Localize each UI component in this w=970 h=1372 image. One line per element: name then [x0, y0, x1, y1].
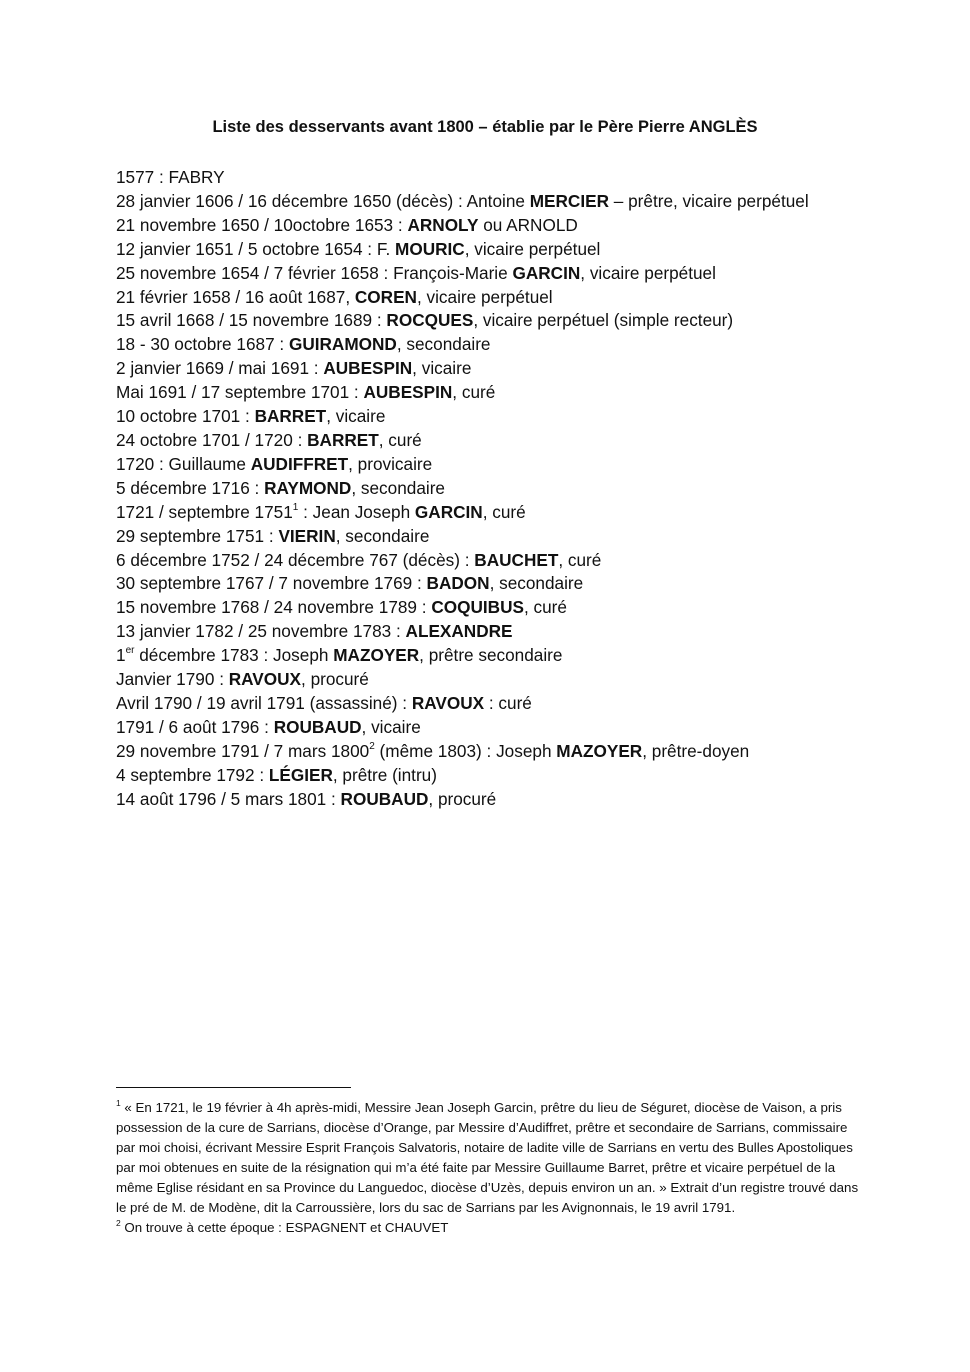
- list-item: 29 novembre 1791 / 7 mars 1800$^2$ (même 1803) : Joseph MAZOYER, prêtre-doyen: [116, 740, 750, 761]
- list-item: 6 décembre 1752 / 24 décembre 767 (décès) : BAUCHET, curé: [116, 549, 602, 570]
- list-item: 1er décembre 1783 : Joseph MAZOYER, prêtre secondaire: [116, 645, 563, 666]
- document-title: Liste des desservants avant 1800 – établie par le Père Pierre ANGLÈS: [212, 118, 758, 136]
- list-item: 5 décembre 1716 : RAYMOND, secondaire: [116, 477, 445, 498]
- list-item: 28 janvier 1606 / 16 décembre 1650 (décès) : Antoine MERCIER – prêtre, vicaire perpétuel: [116, 190, 809, 211]
- list-item: 4 septembre 1792 : LÉGIER, prêtre (intru): [116, 764, 437, 785]
- desservants-list: [116, 166, 916, 811]
- list-item: Avril 1790 / 19 avril 1791 (assassiné) : RAVOUX : curé: [116, 692, 532, 713]
- footnote-separator: [116, 1087, 351, 1088]
- list-item: 15 novembre 1768 / 24 novembre 1789 : COQUIBUS, curé: [116, 597, 567, 618]
- list-item: 14 août 1796 / 5 mars 1801 : ROUBAUD, procuré: [116, 788, 497, 809]
- list-item: 21 février 1658 / 16 août 1687, COREN, vicaire perpétuel: [116, 286, 553, 307]
- footnote-marker: 1: [116, 1097, 121, 1108]
- footnote-ref[interactable]: 2: [369, 741, 375, 753]
- footnote-1: $^1$ « En 1721, le 19 février à 4h après-midi, Messire Jean Joseph Garcin, prêtre du lieu de Séguret, diocèse de Vaison, a pris possession de la cure de Sarrians, diocèse d’Orange, par Messire d’Audiffret, prêtre et secondaire de Sarrians, commissaire par moi choisi, écrivant Messire Esprit François Salvatoris, notaire de ladite ville de Sarrians en vertu des Bulles Apostoliques par moi obtenues en suite de la résignation qui m’a été faite par Messire Guillaume Barret, prêtre et vicaire perpétuel de la même Eglise résidant en sa Province du Languedoc, diocèse d’Uzès, depuis environ un an. » Extrait d’un registre trouvé dans le pré de M. de Modène, dit la Carroussière, lors du sac de Sarrians par les Avignonnais, le 19 avril 1791.: [116, 1097, 859, 1215]
- list-item: 2 janvier 1669 / mai 1691 : AUBESPIN, vicaire: [116, 358, 472, 379]
- list-item: Mai 1691 / 17 septembre 1701 : AUBESPIN, curé: [116, 382, 496, 403]
- footnotes: [116, 1098, 861, 1238]
- footnote-ref[interactable]: 1: [292, 501, 299, 513]
- list-item: 1791 / 6 août 1796 : ROUBAUD, vicaire: [116, 716, 421, 737]
- list-item: Janvier 1790 : RAVOUX, procuré: [116, 669, 369, 690]
- list-item: 1720 : Guillaume AUDIFFRET, provicaire: [116, 453, 433, 474]
- footnote-marker: 2: [116, 1217, 121, 1228]
- list-item: 18 - 30 octobre 1687 : GUIRAMOND, secondaire: [116, 334, 491, 355]
- list-item: 15 avril 1668 / 15 novembre 1689 : ROCQUES, vicaire perpétuel (simple recteur): [116, 310, 734, 331]
- list-item: 24 octobre 1701 / 1720 : BARRET, curé: [116, 429, 422, 450]
- list-item: 29 septembre 1751 : VIERIN, secondaire: [116, 525, 430, 546]
- list-item: 21 novembre 1650 / 10octobre 1653 : ARNOLY ou ARNOLD: [116, 214, 578, 235]
- list-item: 12 janvier 1651 / 5 octobre 1654 : F. MOURIC, vicaire perpétuel: [116, 238, 601, 259]
- list-item: 10 octobre 1701 : BARRET, vicaire: [116, 406, 386, 427]
- footnote-2: $^2$ On trouve à cette époque : ESPAGNENT et CHAUVET: [116, 1217, 449, 1235]
- list-item: 25 novembre 1654 / 7 février 1658 : François-Marie GARCIN, vicaire perpétuel: [116, 262, 716, 283]
- list-item: 30 septembre 1767 / 7 novembre 1769 : BADON, secondaire: [116, 573, 584, 594]
- list-item: 1721 / septembre 1751$^1$ : Jean Joseph GARCIN, curé: [116, 501, 526, 522]
- list-item: 1577 : FABRY: [116, 167, 225, 187]
- list-item: 13 janvier 1782 / 25 novembre 1783 : ALEXANDRE: [116, 621, 513, 642]
